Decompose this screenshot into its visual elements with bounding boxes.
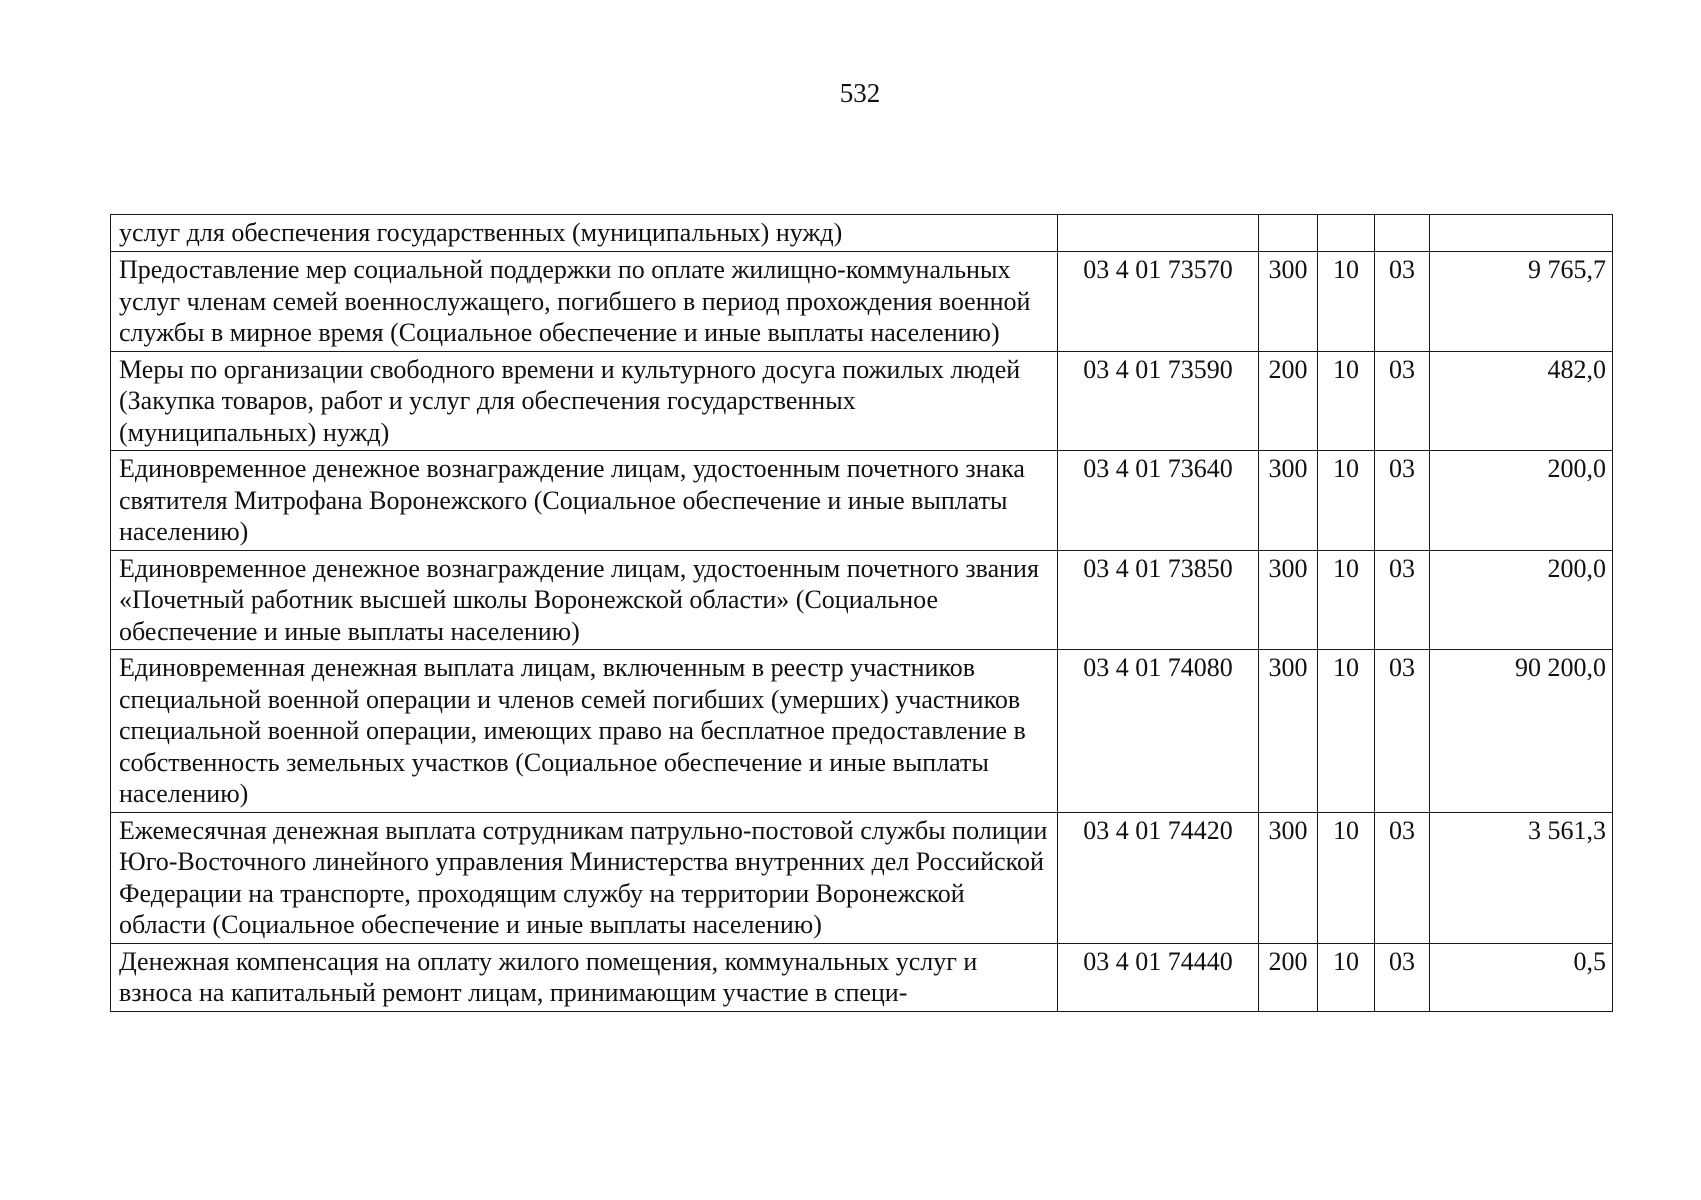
table-row (111, 812, 1613, 943)
row-target-article: 03 4 01 73850 (1058, 550, 1259, 650)
row-amount: 3 561,3 (1430, 812, 1613, 943)
row-description: Предоставление мер социальной поддержки по оплате жилищно-коммунальных услуг членам семей военнослужащего, погибшего в период прохождения военной службы в мирное время (Социальное обеспечение и иные выплаты населению) (111, 252, 1058, 352)
row-expense-type (1259, 215, 1318, 252)
row-amount: 200,0 (1430, 550, 1613, 650)
table-row (111, 943, 1613, 1011)
row-subsection: 03 (1375, 650, 1430, 813)
row-target-article: 03 4 01 74080 (1058, 650, 1259, 813)
table-row (111, 550, 1613, 650)
row-description: Меры по организации свободного времени и культурного досуга пожилых людей (Закупка товаров, работ и услуг для обеспечения государственных (муниципальных) нужд) (111, 351, 1058, 451)
row-subsection (1375, 215, 1430, 252)
row-expense-type: 300 (1259, 252, 1318, 352)
row-section: 10 (1318, 550, 1375, 650)
row-section: 10 (1318, 650, 1375, 813)
row-amount: 90 200,0 (1430, 650, 1613, 813)
row-target-article: 03 4 01 74440 (1058, 943, 1259, 1011)
row-expense-type: 200 (1259, 943, 1318, 1011)
table-row (111, 351, 1613, 451)
row-subsection: 03 (1375, 943, 1430, 1011)
row-section: 10 (1318, 451, 1375, 551)
row-section: 10 (1318, 943, 1375, 1011)
row-target-article: 03 4 01 74420 (1058, 812, 1259, 943)
row-amount: 482,0 (1430, 351, 1613, 451)
row-subsection: 03 (1375, 451, 1430, 551)
row-description: услуг для обеспечения государственных (муниципальных) нужд) (111, 215, 1058, 252)
table-row (111, 215, 1613, 252)
table-row (111, 252, 1613, 352)
row-target-article: 03 4 01 73640 (1058, 451, 1259, 551)
row-description: Ежемесячная денежная выплата сотрудникам патрульно-постовой службы полиции Юго-Восточного линейного управления Министерства внутренних дел Российской Федерации на транспорте, проходящим службу на территории Воронежской области (Социальное обеспечение и иные выплаты населению) (111, 812, 1058, 943)
row-amount (1430, 215, 1613, 252)
row-section: 10 (1318, 351, 1375, 451)
table-row (111, 650, 1613, 813)
table-body (111, 215, 1613, 1012)
row-section (1318, 215, 1375, 252)
row-expense-type: 300 (1259, 650, 1318, 813)
row-subsection: 03 (1375, 550, 1430, 650)
row-subsection: 03 (1375, 351, 1430, 451)
table-row (111, 451, 1613, 551)
budget-table (110, 214, 1613, 1012)
page-number: 532 (839, 78, 881, 108)
row-expense-type: 300 (1259, 812, 1318, 943)
row-section: 10 (1318, 252, 1375, 352)
row-amount: 0,5 (1430, 943, 1613, 1011)
row-description: Денежная компенсация на оплату жилого помещения, коммунальных услуг и взноса на капитальный ремонт лицам, принимающим участие в специ- (111, 943, 1058, 1011)
row-expense-type: 200 (1259, 351, 1318, 451)
row-expense-type: 300 (1259, 550, 1318, 650)
row-subsection: 03 (1375, 252, 1430, 352)
row-amount: 200,0 (1430, 451, 1613, 551)
row-target-article: 03 4 01 73590 (1058, 351, 1259, 451)
row-target-article: 03 4 01 73570 (1058, 252, 1259, 352)
row-description: Единовременная денежная выплата лицам, включенным в реестр участников специальной военной операции и членов семей погибших (умерших) участников специальной военной операции, имеющих право на бесплатное предоставление в собственность земельных участков (Социальное обеспечение и иные выплаты населению) (111, 650, 1058, 813)
row-section: 10 (1318, 812, 1375, 943)
row-amount: 9 765,7 (1430, 252, 1613, 352)
row-description: Единовременное денежное вознаграждение лицам, удостоенным почетного звания «Почетный работник высшей школы Воронежской области» (Социальное обеспечение и иные выплаты населению) (111, 550, 1058, 650)
row-subsection: 03 (1375, 812, 1430, 943)
row-target-article (1058, 215, 1259, 252)
row-expense-type: 300 (1259, 451, 1318, 551)
row-description: Единовременное денежное вознаграждение лицам, удостоенным почетного знака святителя Митрофана Воронежского (Социальное обеспечение и иные выплаты населению) (111, 451, 1058, 551)
